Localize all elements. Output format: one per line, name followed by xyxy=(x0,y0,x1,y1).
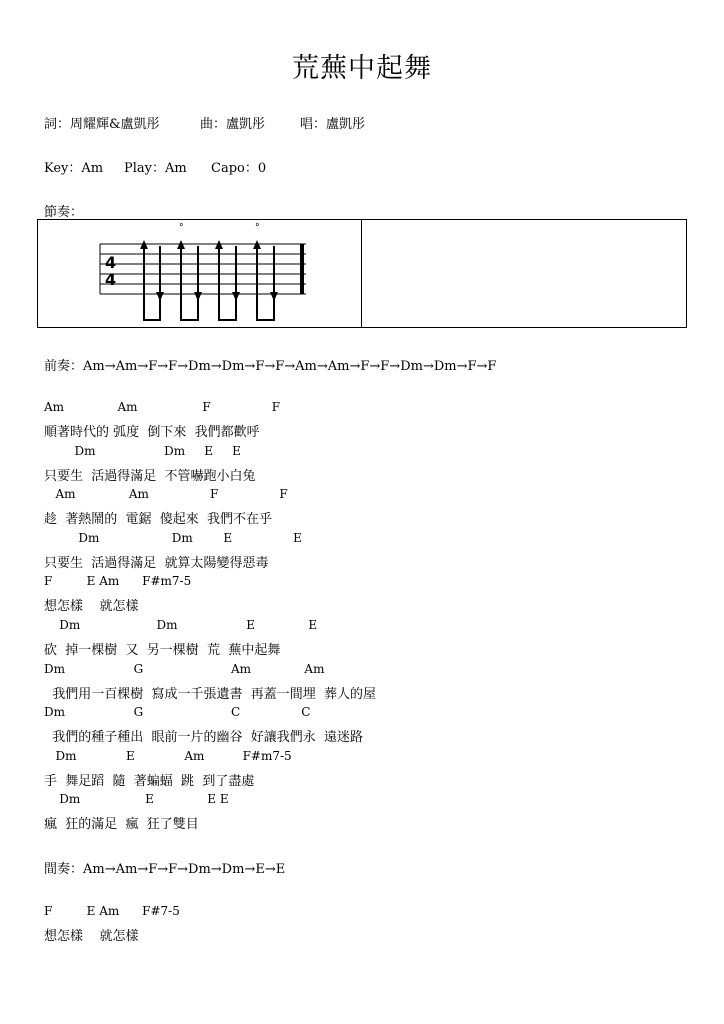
interlude-line: 間奏：Am→Am→F→F→Dm→Dm→E→E xyxy=(44,862,286,877)
chord-line: Dm Dm E E xyxy=(44,444,241,458)
lyric-line: 只要生 活過得滿足 不管嚇跑小白兔 xyxy=(44,469,256,484)
play-label: Play：Am xyxy=(124,161,187,176)
accent-mark: ° xyxy=(179,223,184,233)
lyric-line: 我們的種子種出 眼前一片的幽谷 好讓我們永 遠迷路 xyxy=(44,730,364,745)
chord-line: Dm E Am F#m7-5 xyxy=(44,749,292,763)
lyric-line: 手 舞足蹈 隨 著蝙蝠 跳 到了盡處 xyxy=(44,774,255,789)
rhythm-label: 節奏： xyxy=(44,205,84,220)
end-barline xyxy=(300,244,304,294)
song-title: 荒蕪中起舞 xyxy=(292,53,432,84)
chord-line: Dm G Am Am xyxy=(44,662,325,676)
chord-line: Am Am F F xyxy=(44,487,288,501)
strum-pattern xyxy=(96,222,316,326)
rhythm-divider xyxy=(361,219,362,328)
singer-credit: 唱：盧凱彤 xyxy=(300,117,366,132)
chord-line: Dm G C C xyxy=(44,705,311,719)
capo-label: Capo：0 xyxy=(211,161,267,176)
time-sig-top: 4 xyxy=(105,253,117,272)
lyric-line: 趁 著熱鬧的 電鋸 傻起來 我們不在乎 xyxy=(44,512,273,527)
prelude-line: 前奏：Am→Am→F→F→Dm→Dm→F→F→Am→Am→F→F→Dm→Dm→F→F xyxy=(44,359,497,374)
chord-line: F E Am F#m7-5 xyxy=(44,574,192,588)
lyric-line: 砍 掉一棵樹 又 另一棵樹 荒 蕪中起舞 xyxy=(44,643,281,658)
lyric-line: 瘋 狂的滿足 瘋 狂了雙目 xyxy=(44,817,199,832)
strum-arrowhead xyxy=(270,292,278,301)
lyric-line: 只要生 活過得滿足 就算太陽變得惡毒 xyxy=(44,556,269,571)
lyric-line: 想怎樣 就怎樣 xyxy=(44,929,139,944)
chord-line: F E Am F#7-5 xyxy=(44,904,180,918)
chord-line: Dm E E E xyxy=(44,792,229,806)
lyric-line: 想怎樣 就怎樣 xyxy=(44,599,139,614)
lyric-line: 順著時代的 弧度 倒下來 我們都歡呼 xyxy=(44,425,260,440)
composer-credit: 曲：盧凱彤 xyxy=(200,117,266,132)
strum-arrowhead xyxy=(232,292,240,301)
lyricist-credit: 詞：周耀輝&盧凱彤 xyxy=(44,117,160,132)
beam-group xyxy=(144,306,274,320)
strum-strokes xyxy=(140,240,278,306)
key-label: Key：Am xyxy=(44,161,104,176)
lyric-line: 我們用一百棵樹 寫成一千張遺書 再蓋一間埋 葬人的屋 xyxy=(44,687,377,702)
strum-arrowhead xyxy=(156,292,164,301)
chord-line: Dm Dm E E xyxy=(44,531,302,545)
strum-arrowhead xyxy=(194,292,202,301)
time-sig-bottom: 4 xyxy=(105,270,117,289)
staff-lines xyxy=(100,244,306,294)
accent-mark: ° xyxy=(255,223,260,233)
chord-line: Dm Dm E E xyxy=(44,618,318,632)
chord-line: Am Am F F xyxy=(44,400,281,414)
